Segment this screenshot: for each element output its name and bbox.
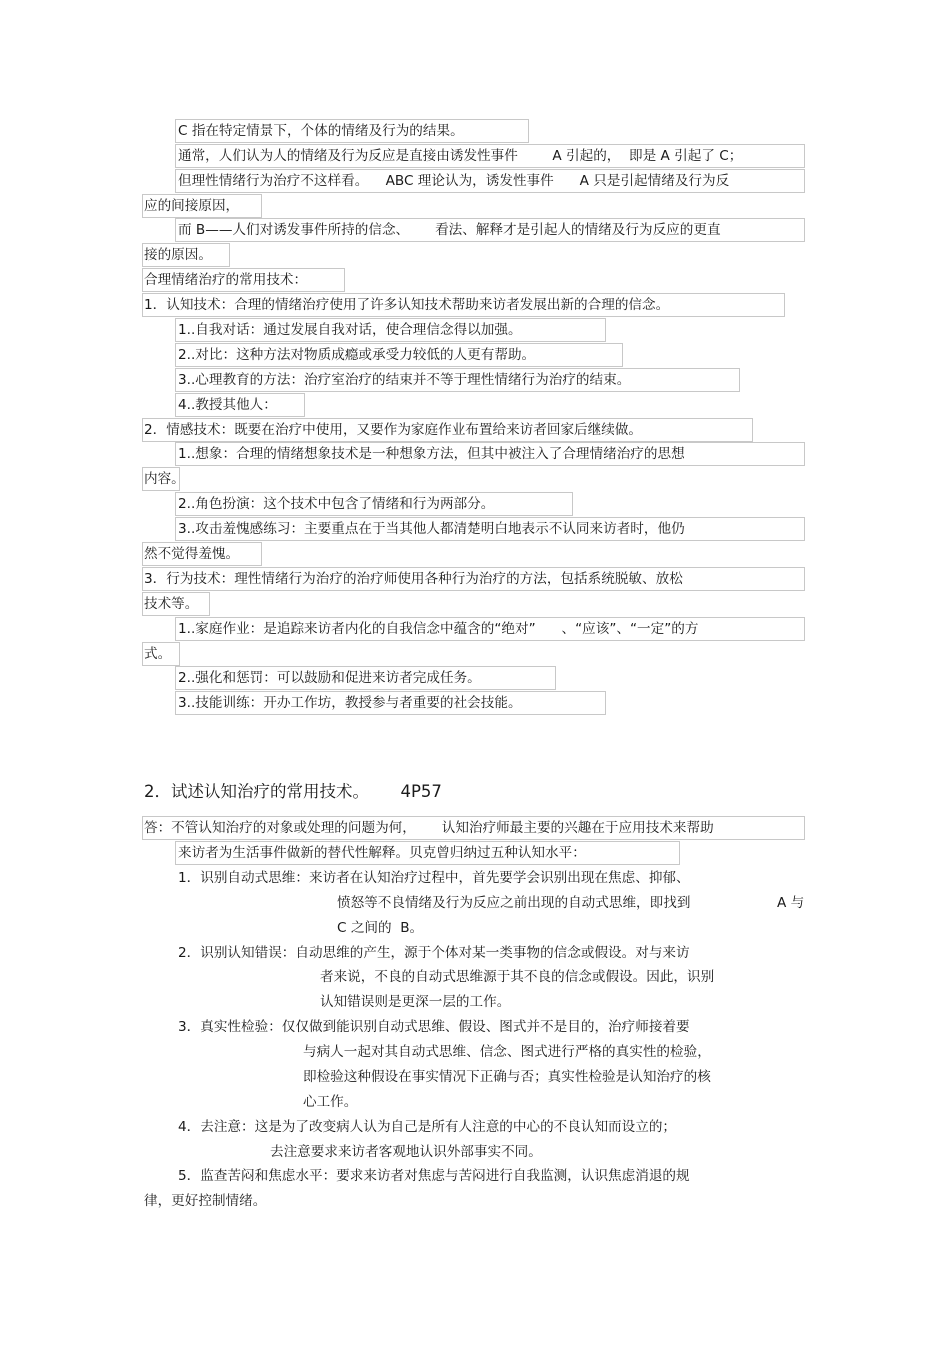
abc-line-6: 接的原因。: [144, 247, 212, 263]
question-2-heading: 2．试述认知治疗的常用技术。 4P57: [144, 782, 442, 801]
abc-line-3: 但理性情绪行为治疗不这样看。 ABC 理论认为，诱发性事件 A 只是引起情绪及行为反: [178, 173, 730, 189]
cognitive-item-4: 4..教授其他人：: [178, 397, 277, 413]
cognitive-item-1: 1..自我对话：通过发展自我对话，使合理信念得以加强。: [178, 322, 522, 338]
behavioral-techniques-b: 技术等。: [144, 596, 199, 612]
emotive-item-3b: 然不觉得羞愧。: [144, 546, 240, 562]
point-2-line-1: 2．识别认知错误：自动思维的产生，源于个体对某一类事物的信念或假设。对与来访: [178, 945, 690, 961]
point-4-line-2: 去注意要求来访者客观地认识外部事实不同。: [270, 1144, 542, 1160]
emotive-item-1a: 1..想象：合理的情绪想象技术是一种想象方法，但其中被注入了合理情绪治疗的思想: [178, 446, 685, 462]
techniques-title: 合理情绪治疗的常用技术：: [144, 272, 308, 288]
point-1-line-3: C 之间的 B。: [337, 920, 424, 936]
behavioral-item-1a: 1..家庭作业：是追踪来访者内化的自我信念中蕴含的“绝对” 、“应该”、“一定”的方: [178, 621, 699, 637]
abc-line-5: 而 B——人们对诱发事件所持的信念、 看法、解释才是引起人的情绪及行为反应的更直: [178, 222, 721, 238]
point-2-line-3: 认知错误则是更深一层的工作。: [320, 994, 511, 1010]
point-1-line-2: 愤怒等不良情绪及行为反应之前出现的自动式思维，即找到: [337, 895, 691, 911]
answer-line-2: 来访者为生活事件做新的替代性解释。贝克曾归纳过五种认知水平：: [178, 845, 586, 861]
point-4-line-1: 4．去注意：这是为了改变病人认为自己是所有人注意的中心的不良认知而设立的；: [178, 1119, 677, 1135]
answer-line-1: 答：不管认知治疗的对象或处理的问题为何， 认知治疗师最主要的兴趣在于应用技术来帮助: [144, 820, 714, 836]
behavioral-item-2: 2..强化和惩罚：可以鼓励和促进来访者完成任务。: [178, 670, 481, 686]
cognitive-item-2: 2..对比：这种方法对物质成瘾或承受力较低的人更有帮助。: [178, 347, 536, 363]
behavioral-techniques-a: 3．行为技术：理性情绪行为治疗的治疗师使用各种行为治疗的方法，包括系统脱敏、放松: [144, 571, 683, 587]
point-3-line-4: 心工作。: [303, 1094, 358, 1110]
cognitive-item-3: 3..心理教育的方法：治疗室治疗的结束并不等于理性情绪行为治疗的结束。: [178, 372, 631, 388]
emotive-techniques: 2．情感技术：既要在治疗中使用，又要作为家庭作业布置给来访者回家后继续做。: [144, 422, 643, 438]
emotive-item-2: 2..角色扮演：这个技术中包含了情绪和行为两部分。: [178, 496, 495, 512]
point-3-line-1: 3．真实性检验：仅仅做到能识别自动式思维、假设、图式并不是目的，治疗师接着要: [178, 1019, 690, 1035]
emotive-item-1b: 内容。: [144, 471, 185, 487]
point-1-line-1: 1．识别自动式思维：来访者在认知治疗过程中，首先要学会识别出现在焦虑、抑郁、: [178, 870, 690, 886]
cognitive-techniques: 1．认知技术：合理的情绪治疗使用了许多认知技术帮助来访者发展出新的合理的信念。: [144, 297, 670, 313]
point-5-line-1: 5．监查苦闷和焦虑水平：要求来访者对焦虑与苦闷进行自我监测，认识焦虑消退的规: [178, 1168, 690, 1184]
abc-line-2: 通常，人们认为人的情绪及行为反应是直接由诱发性事件 A 引起的， 即是 A 引起了 C；: [178, 148, 743, 164]
behavioral-item-1b: 式。: [144, 646, 172, 662]
emotive-item-3a: 3..攻击羞愧感练习：主要重点在于当其他人都清楚明白地表示不认同来访者时，他仍: [178, 521, 685, 537]
abc-line-4: 应的间接原因，: [144, 198, 240, 214]
point-3-line-2: 与病人一起对其自动式思维、信念、图式进行严格的真实性的检验，: [303, 1044, 711, 1060]
point-3-line-3: 即检验这种假设在事实情况下正确与否；真实性检验是认知治疗的核: [303, 1069, 711, 1085]
abc-line-1: C 指在特定情景下，个体的情绪及行为的结果。: [178, 123, 464, 139]
point-5-line-2: 律，更好控制情绪。: [144, 1193, 267, 1209]
point-2-line-2: 者来说，不良的自动式思维源于其不良的信念或假设。因此，识别: [320, 969, 715, 985]
point-1-line-2-tail: A 与: [777, 895, 805, 911]
behavioral-item-3: 3..技能训练：开办工作坊，教授参与者重要的社会技能。: [178, 695, 522, 711]
